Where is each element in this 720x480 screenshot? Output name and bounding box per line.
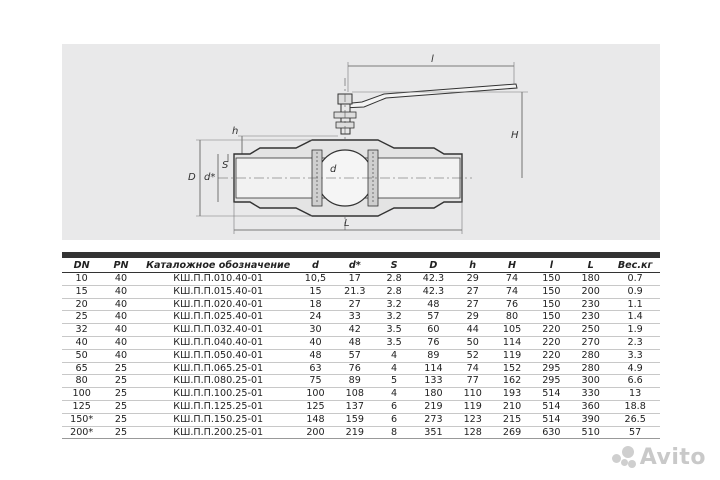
- table-cell: 269: [502, 426, 522, 438]
- col-header: d*: [348, 260, 361, 271]
- table-cell: 514: [542, 413, 561, 425]
- table-cell: КШ.П.П.050.40-01: [173, 349, 264, 361]
- table-cell: 40: [114, 336, 128, 348]
- table-cell: 219: [424, 400, 443, 412]
- table-cell: 29: [466, 311, 479, 323]
- table-cell: 24: [309, 311, 322, 323]
- table-cell: КШ.П.П.015.40-01: [173, 285, 264, 297]
- table-cell: 280: [581, 362, 600, 374]
- table-cell: 3.2: [386, 311, 402, 323]
- table-cell: 630: [542, 426, 561, 438]
- table-top-rule: [62, 252, 660, 258]
- technical-drawing: [62, 44, 660, 240]
- specs-table: [62, 259, 660, 439]
- dim-label-H: H: [511, 130, 519, 141]
- col-header: l: [549, 260, 553, 271]
- table-cell: КШ.П.П.025.40-01: [173, 311, 264, 323]
- table-cell: 330: [581, 388, 600, 400]
- table-cell: 25: [114, 375, 128, 387]
- table-cell: 110: [463, 388, 482, 400]
- table-cell: 18.8: [624, 400, 646, 412]
- col-header: h: [469, 260, 477, 271]
- table-cell: КШ.П.П.032.40-01: [173, 324, 264, 336]
- table-cell: 360: [581, 400, 600, 412]
- table-cell: 76: [427, 336, 440, 348]
- col-header: d: [312, 260, 319, 271]
- table-cell: 0.9: [627, 285, 643, 297]
- table-cell: 25: [114, 362, 128, 374]
- table-cell: 230: [581, 298, 600, 310]
- table-cell: 148: [306, 413, 325, 425]
- table-cell: 48: [348, 336, 361, 348]
- table-cell: 100: [306, 388, 325, 400]
- table-cell: 89: [348, 375, 361, 387]
- table-cell: КШ.П.П.010.40-01: [173, 273, 264, 284]
- table-cell: 3.2: [386, 298, 402, 310]
- valve-handle: [342, 84, 517, 108]
- table-cell: 150: [542, 285, 561, 297]
- table-cell: 25: [114, 400, 128, 412]
- table-cell: 100: [72, 388, 91, 400]
- table-cell: 6: [391, 400, 398, 412]
- table-cell: 4: [391, 349, 398, 361]
- table-cell: 514: [542, 388, 561, 400]
- table-row: [62, 285, 660, 298]
- table-cell: 108: [345, 388, 364, 400]
- col-header: L: [587, 260, 594, 271]
- table-cell: 220: [542, 324, 561, 336]
- table-cell: 390: [581, 413, 600, 425]
- table-cell: 125: [72, 400, 91, 412]
- table-cell: 27: [466, 285, 479, 297]
- table-cell: 150: [542, 311, 561, 323]
- table-row: [62, 349, 660, 362]
- avito-logo-icon: [612, 446, 636, 470]
- table-cell: 57: [348, 349, 361, 361]
- table-cell: 80: [505, 311, 519, 323]
- table-cell: 25: [114, 388, 128, 400]
- table-cell: 133: [424, 375, 443, 387]
- table-cell: 220: [542, 336, 561, 348]
- table-cell: 180: [424, 388, 443, 400]
- table-cell: 10,5: [304, 273, 327, 284]
- table-row: [62, 400, 660, 413]
- table-cell: 125: [306, 400, 325, 412]
- table-cell: 40: [114, 324, 128, 336]
- dim-label-L: L: [344, 218, 350, 229]
- table-cell: 3.3: [627, 349, 643, 361]
- table-row: [62, 388, 660, 401]
- table-cell: 40: [114, 273, 128, 284]
- table-cell: 29: [466, 273, 479, 284]
- table-row: [62, 362, 660, 375]
- table-cell: 50: [466, 336, 479, 348]
- table-cell: 8: [391, 426, 398, 438]
- table-cell: 150: [542, 298, 561, 310]
- table-cell: 74: [505, 285, 519, 297]
- table-cell: 20: [75, 298, 88, 310]
- table-cell: 152: [502, 362, 522, 374]
- watermark-text: Avito: [639, 445, 706, 470]
- table-cell: 32: [75, 324, 88, 336]
- table-cell: 4: [391, 388, 398, 400]
- table-cell: 0.7: [627, 273, 643, 284]
- table-cell: КШ.П.П.100.25-01: [173, 388, 264, 400]
- table-row: [62, 413, 660, 426]
- col-header: S: [390, 260, 398, 271]
- table-cell: 65: [75, 362, 88, 374]
- table-cell: 123: [463, 413, 482, 425]
- table-cell: 40: [75, 336, 88, 348]
- table-cell: 150*: [70, 413, 94, 425]
- table-cell: 18: [309, 298, 322, 310]
- table-cell: 219: [345, 426, 364, 438]
- table-row: [62, 298, 660, 311]
- table-cell: 4.9: [627, 362, 643, 374]
- col-header: Каталожное обозначение: [146, 260, 291, 271]
- table-cell: 42.3: [422, 273, 445, 284]
- table-row: [62, 375, 660, 388]
- table-cell: 15: [75, 285, 88, 297]
- table-cell: 40: [309, 336, 322, 348]
- valve-stem: [341, 104, 350, 134]
- table-cell: 25: [114, 413, 128, 425]
- table-cell: 48: [427, 298, 440, 310]
- table-cell: 27: [466, 298, 479, 310]
- table-row: [62, 426, 660, 439]
- table-cell: 510: [581, 426, 600, 438]
- table-cell: 6: [391, 413, 398, 425]
- table-cell: 514: [542, 400, 561, 412]
- table-cell: 74: [466, 362, 479, 374]
- table-cell: 26.5: [624, 413, 646, 425]
- table-cell: 273: [424, 413, 443, 425]
- dim-label-h: h: [232, 126, 239, 137]
- table-cell: 1.4: [627, 311, 643, 323]
- table-cell: 119: [463, 400, 482, 412]
- ball-valve-drawing: [62, 44, 660, 240]
- table-cell: 33: [348, 311, 361, 323]
- table-cell: 25: [75, 311, 88, 323]
- table-cell: КШ.П.П.020.40-01: [173, 298, 264, 310]
- table-cell: 42: [348, 324, 361, 336]
- table-cell: 200*: [70, 426, 94, 438]
- table-cell: 128: [463, 426, 482, 438]
- table-cell: 6.6: [627, 375, 643, 387]
- dim-label-l: l: [431, 54, 434, 65]
- table-cell: КШ.П.П.150.25-01: [173, 413, 264, 425]
- table-cell: 351: [424, 426, 443, 438]
- table-cell: 270: [581, 336, 600, 348]
- col-header: Вес.кг: [617, 260, 653, 271]
- col-header: DN: [73, 260, 90, 271]
- table-cell: 119: [502, 349, 522, 361]
- table-cell: КШ.П.П.040.40-01: [173, 336, 264, 348]
- table-cell: 295: [542, 375, 561, 387]
- dim-label-d-star: d*: [204, 172, 216, 183]
- table-cell: 50: [75, 349, 88, 361]
- table-cell: 52: [466, 349, 479, 361]
- table-cell: 42.3: [422, 285, 445, 297]
- table-cell: 17: [348, 273, 361, 284]
- table-cell: КШ.П.П.125.25-01: [173, 400, 264, 412]
- table-cell: 2.8: [386, 273, 402, 284]
- table-cell: 40: [114, 311, 128, 323]
- table-cell: 89: [427, 349, 440, 361]
- table-cell: 180: [581, 273, 600, 284]
- table-cell: 60: [427, 324, 440, 336]
- dim-label-S: S: [222, 160, 229, 171]
- table-cell: 76: [505, 298, 519, 310]
- table-cell: 40: [114, 349, 128, 361]
- table-cell: 1.1: [627, 298, 643, 310]
- table-cell: 44: [466, 324, 479, 336]
- table-cell: 200: [306, 426, 325, 438]
- table-cell: 210: [502, 400, 522, 412]
- table-cell: 5: [391, 375, 398, 387]
- table-cell: 27: [348, 298, 361, 310]
- table-cell: 75: [309, 375, 322, 387]
- table-cell: 300: [581, 375, 600, 387]
- table-cell: 21.3: [344, 285, 366, 297]
- table-cell: 200: [581, 285, 600, 297]
- table-cell: 25: [114, 426, 128, 438]
- table-cell: 137: [345, 400, 364, 412]
- table-cell: 295: [542, 362, 561, 374]
- table-cell: 159: [345, 413, 364, 425]
- col-header: H: [508, 260, 517, 271]
- table-cell: 2.8: [386, 285, 402, 297]
- table-cell: 3.5: [386, 336, 402, 348]
- table-cell: 76: [348, 362, 361, 374]
- table-cell: 40: [114, 298, 128, 310]
- table-header-row: [62, 259, 660, 273]
- table-cell: 3.5: [386, 324, 402, 336]
- table-row: [62, 273, 660, 286]
- dim-label-D: D: [188, 172, 196, 183]
- table-cell: 105: [502, 324, 522, 336]
- table-cell: 114: [502, 336, 522, 348]
- table-cell: 114: [424, 362, 443, 374]
- table-cell: 280: [581, 349, 600, 361]
- table-row: [62, 311, 660, 324]
- col-header: PN: [113, 260, 129, 271]
- table-cell: 48: [309, 349, 322, 361]
- col-header: D: [429, 260, 438, 271]
- table-cell: 220: [542, 349, 561, 361]
- table-cell: 2.3: [627, 336, 643, 348]
- table-cell: КШ.П.П.200.25-01: [173, 426, 264, 438]
- table-body: [62, 273, 660, 439]
- table-cell: 74: [505, 273, 519, 284]
- table-cell: 77: [466, 375, 479, 387]
- table-cell: 40: [114, 285, 128, 297]
- table-cell: КШ.П.П.080.25-01: [173, 375, 264, 387]
- table-cell: 80: [75, 375, 88, 387]
- table-cell: 250: [581, 324, 600, 336]
- table-cell: КШ.П.П.065.25-01: [173, 362, 264, 374]
- table-cell: 1.9: [627, 324, 643, 336]
- table-cell: 13: [629, 388, 642, 400]
- table-cell: 57: [629, 426, 642, 438]
- table-row: [62, 336, 660, 349]
- table-cell: 215: [502, 413, 522, 425]
- table-row: [62, 324, 660, 337]
- table-cell: 30: [309, 324, 322, 336]
- table-cell: 230: [581, 311, 600, 323]
- table-cell: 63: [309, 362, 322, 374]
- table-cell: 15: [309, 285, 322, 297]
- table-cell: 10: [75, 273, 88, 284]
- table-cell: 4: [391, 362, 398, 374]
- table-cell: 57: [427, 311, 440, 323]
- table-cell: 150: [542, 273, 561, 284]
- table-cell: 162: [502, 375, 522, 387]
- dim-label-d: d: [330, 164, 337, 175]
- avito-watermark: [612, 445, 706, 470]
- table-cell: 193: [502, 388, 522, 400]
